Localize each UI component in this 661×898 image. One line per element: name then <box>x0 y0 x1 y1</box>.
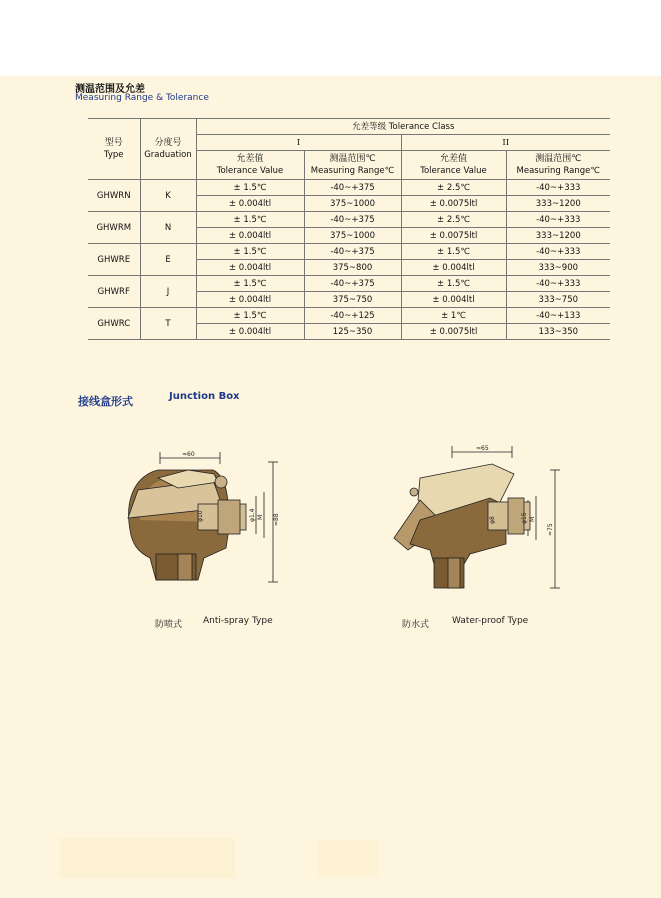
cell-type: GHWRF <box>88 276 140 308</box>
cell-tol1: ± 0.004ltl <box>196 324 304 340</box>
cell-tol1: ± 1.5℃ <box>196 212 304 228</box>
left-dim-right: ≈88 <box>273 513 280 526</box>
section-title-cn: 测温范围及允差 <box>75 84 145 95</box>
section-title-en: Measuring Range & Tolerance <box>75 93 209 103</box>
header-type-en: Type <box>103 150 124 160</box>
cell-tol1: ± 1.5℃ <box>196 276 304 292</box>
cell-grad: K <box>140 180 196 212</box>
background-patch <box>318 840 378 876</box>
header-type-cn: 型号 <box>104 138 123 148</box>
cell-tol2: ± 1℃ <box>401 308 506 324</box>
right-caption-cn: 防水式 <box>402 620 430 630</box>
background-patch <box>60 838 235 878</box>
header-tolerance-class: 允差等级 Tolerance Class <box>196 119 610 135</box>
cell-type: GHWRE <box>88 244 140 276</box>
cell-tol2: ± 0.0075ltl <box>401 196 506 212</box>
header-tol-2-cn: 允差值 <box>439 154 467 164</box>
header-tol-1 <box>196 151 304 180</box>
table-row <box>88 276 610 292</box>
header-range-1-en: Measuring Range℃ <box>310 166 395 176</box>
header-grad-cn: 分度号 <box>154 138 182 148</box>
cell-range1: -40~+125 <box>304 308 401 324</box>
cell-range2: -40~+333 <box>506 276 610 292</box>
right-dim-m: M <box>529 516 536 522</box>
header-range-2 <box>506 151 610 180</box>
header-class-1: I <box>196 135 401 151</box>
cell-range2: -40~+333 <box>506 244 610 260</box>
header-range-2-cn: 测温范围℃ <box>535 154 582 164</box>
left-caption-cn: 防喷式 <box>155 620 183 630</box>
cell-tol1: ± 0.004ltl <box>196 196 304 212</box>
left-caption-en: Anti-spray Type <box>203 616 273 626</box>
cell-range2: -40~+333 <box>506 212 610 228</box>
cell-range1: -40~+375 <box>304 180 401 196</box>
cell-tol1: ± 0.004ltl <box>196 292 304 308</box>
cell-tol1: ± 1.5℃ <box>196 308 304 324</box>
right-dim-right: ≈75 <box>547 523 554 536</box>
cell-tol2: ± 0.0075ltl <box>401 228 506 244</box>
cell-grad: T <box>140 308 196 340</box>
cell-range2: 333~900 <box>506 260 610 276</box>
right-dim-phi: φ8 <box>489 516 496 524</box>
cell-type: GHWRM <box>88 212 140 244</box>
cell-tol2: ± 0.004ltl <box>401 260 506 276</box>
header-tol-2 <box>401 151 506 180</box>
cell-range1: 375~750 <box>304 292 401 308</box>
cell-range1: 375~1000 <box>304 228 401 244</box>
right-dim-top: ≈65 <box>476 445 489 452</box>
left-dim-top: ≈60 <box>182 451 195 458</box>
cell-tol2: ± 2.5℃ <box>401 180 506 196</box>
cell-tol2: ± 1.5℃ <box>401 276 506 292</box>
cell-range1: -40~+375 <box>304 276 401 292</box>
water-proof-junction-box-drawing <box>380 440 560 592</box>
table-row <box>88 180 610 196</box>
cell-tol2: ± 1.5℃ <box>401 244 506 260</box>
cell-range1: 375~1000 <box>304 196 401 212</box>
cell-range2: -40~+333 <box>506 180 610 196</box>
header-class-2: II <box>401 135 610 151</box>
cell-range2: 133~350 <box>506 324 610 340</box>
cell-range1: -40~+375 <box>304 244 401 260</box>
cell-tol1: ± 1.5℃ <box>196 244 304 260</box>
junction-title-cn: 接线盒形式 <box>78 395 133 408</box>
header-range-1 <box>304 151 401 180</box>
cell-grad: J <box>140 276 196 308</box>
cell-range2: 333~1200 <box>506 196 610 212</box>
left-dim-m: M <box>257 514 264 520</box>
header-grad-en: Graduation <box>144 150 192 160</box>
junction-title-en: Junction Box <box>169 391 240 402</box>
header-type <box>88 119 140 180</box>
cell-range2: 333~1200 <box>506 228 610 244</box>
cell-tol1: ± 0.004ltl <box>196 228 304 244</box>
anti-spray-junction-box-drawing <box>118 440 293 590</box>
cell-tol2: ± 0.0075ltl <box>401 324 506 340</box>
header-tol-1-cn: 允差值 <box>236 154 264 164</box>
header-tol-1-en: Tolerance Value <box>216 166 284 176</box>
cell-tol2: ± 2.5℃ <box>401 212 506 228</box>
left-dim-phi: φ10 <box>197 510 204 522</box>
cell-grad: E <box>140 244 196 276</box>
header-range-2-en: Measuring Range℃ <box>516 166 600 176</box>
cell-range2: -40~+133 <box>506 308 610 324</box>
cell-grad: N <box>140 212 196 244</box>
right-dim-l: φ15 <box>521 512 528 524</box>
table-row <box>88 308 610 324</box>
header-range-1-cn: 测温范围℃ <box>329 154 376 164</box>
left-dim-l: φ1.4 <box>249 508 256 522</box>
cell-type: GHWRC <box>88 308 140 340</box>
right-caption-en: Water-proof Type <box>452 616 529 626</box>
cell-tol2: ± 0.004ltl <box>401 292 506 308</box>
header-tol-2-en: Tolerance Value <box>420 166 487 176</box>
table-row <box>88 212 610 228</box>
cell-range1: 125~350 <box>304 324 401 340</box>
header-graduation <box>140 119 196 180</box>
cell-tol1: ± 0.004ltl <box>196 260 304 276</box>
cell-range1: 375~800 <box>304 260 401 276</box>
cell-tol1: ± 1.5℃ <box>196 180 304 196</box>
tolerance-table <box>88 118 610 340</box>
cell-type: GHWRN <box>88 180 140 212</box>
cell-range2: 333~750 <box>506 292 610 308</box>
cell-range1: -40~+375 <box>304 212 401 228</box>
table-row <box>88 244 610 260</box>
